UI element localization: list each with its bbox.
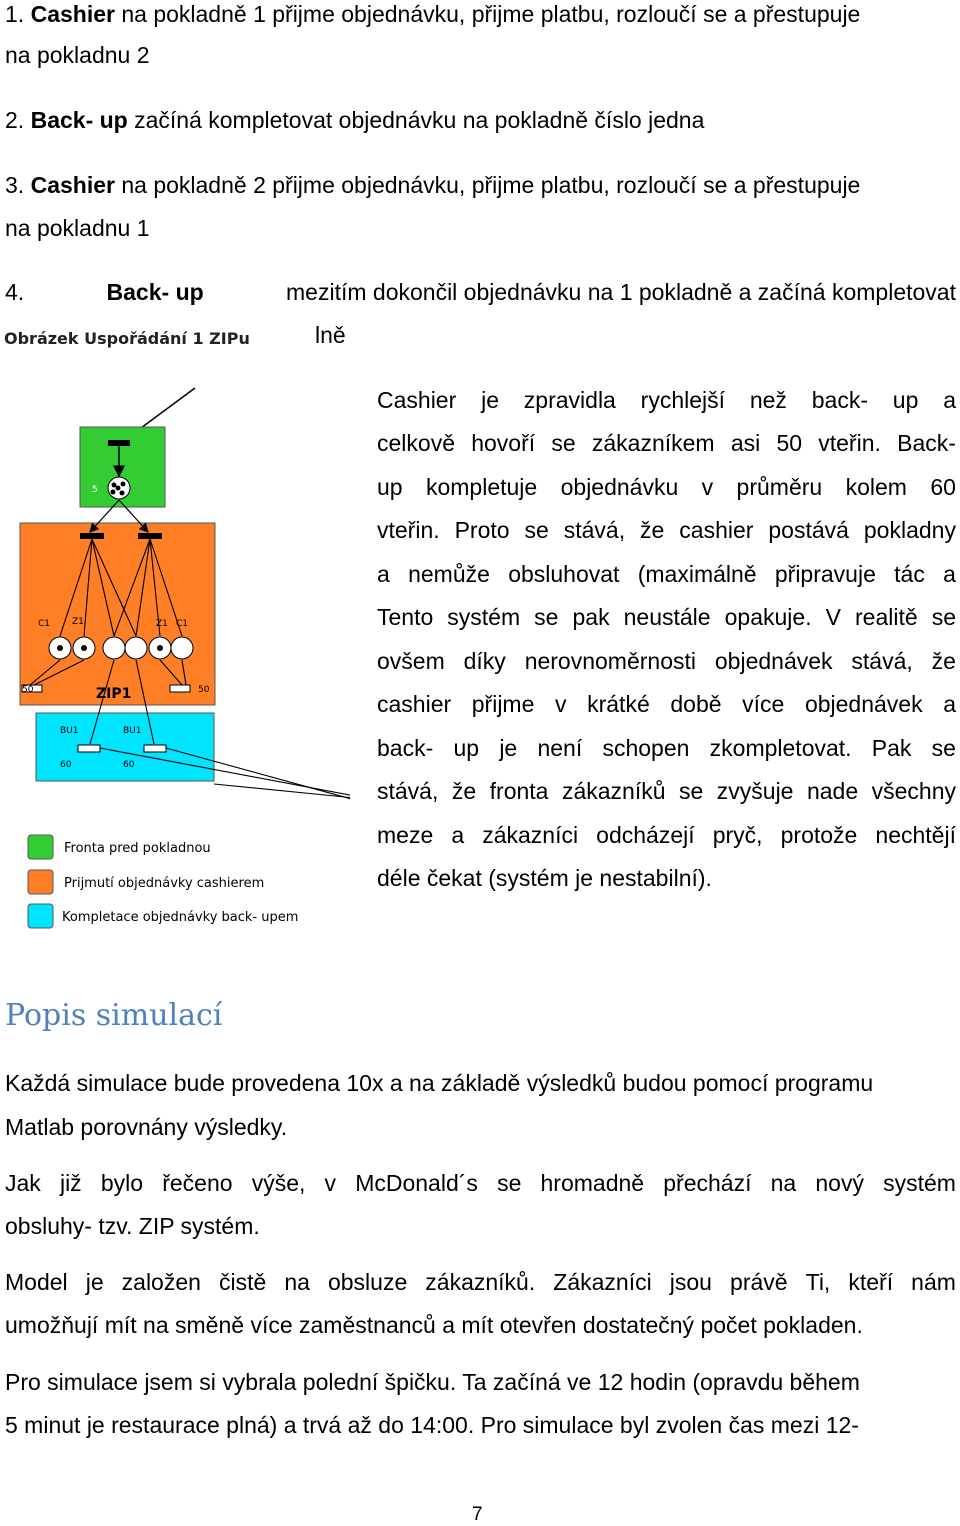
zip-label: ZIP1 <box>96 686 132 702</box>
list-term: Cashier <box>30 172 115 198</box>
time-bu-left: 60 <box>60 760 72 770</box>
time-left: 50 <box>22 685 34 695</box>
right-line-1: Cashier je zpravidla rychlejší než back- up a <box>377 387 956 413</box>
legend-swatch-queue <box>28 835 53 859</box>
paragraph-1-line-2: Matlab porovnány výsledky. <box>5 1114 288 1140</box>
timed-transition-right <box>170 685 190 692</box>
right-line-8: cashier přijme v krátké době více objednávek a <box>377 691 956 717</box>
label-c1-right: C1 <box>176 619 189 629</box>
legend-label-cashier: Prijmutí objednávky cashierem <box>64 876 265 891</box>
time-bu-right: 60 <box>123 760 135 770</box>
legend-label-backup: Kompletace objednávky back- upem <box>62 910 299 925</box>
list-text: mezitím dokončil objednávku na 1 pokladně a začíná kompletovat <box>286 279 956 305</box>
list-item-1 <box>5 0 860 28</box>
right-line-6: Tento systém se pak neustále opakuje. V realitě se <box>377 604 956 630</box>
paragraph-2-line-1: Jak již bylo řečeno výše, v McDonald´s se hromadně přechází na nový systém <box>5 1170 956 1196</box>
place-mid-right <box>125 637 147 659</box>
list-item-4 <box>5 278 956 306</box>
transition-left <box>80 533 104 539</box>
backup-transition-left <box>78 745 100 752</box>
list-item-1-cont: na pokladnu 2 <box>5 42 150 68</box>
token-count: 5 <box>92 485 98 495</box>
transition-top <box>108 440 130 446</box>
paragraph-4-line-1: Pro simulace jsem si vybrala polední špičku. Ta začíná ve 12 hodin (opravdu během <box>5 1369 860 1395</box>
list-item-2 <box>5 106 704 134</box>
list-item-3-cont: na pokladnu 1 <box>5 215 150 241</box>
list-term: Cashier <box>30 1 115 27</box>
right-line-10: stává, že fronta zákazníků se zvyšuje nade všechny <box>377 778 956 804</box>
list-number: 3. <box>5 172 25 198</box>
list-number: 4. <box>5 279 25 305</box>
backup-box <box>36 713 214 781</box>
zip-diagram <box>10 380 350 935</box>
legend-swatch-backup <box>28 904 53 928</box>
label-z1-right: Z1 <box>156 619 168 629</box>
list-text: na pokladně 2 přijme objednávku, přijme platbu, rozloučí se a přestupuje <box>114 172 861 198</box>
list-text: na pokladně 1 přijme objednávku, přijme platbu, rozloučí se a přestupuje <box>114 1 861 27</box>
section-heading: Popis simulací <box>5 998 223 1033</box>
right-line-11: meze a zákazníci odcházejí pryč, protože nechtějí <box>377 822 956 848</box>
paragraph-2-line-2: obsluhy- tzv. ZIP systém. <box>5 1213 260 1239</box>
paragraph-3-line-1: Model je založen čistě na obsluze zákazníků. Zákazníci jsou právě Ti, kteří nám <box>5 1269 956 1295</box>
label-z1-left: Z1 <box>72 617 84 627</box>
transition-right <box>138 533 162 539</box>
label-bu1-left: BU1 <box>60 726 79 736</box>
list-text: začíná kompletovat objednávku na pokladně číslo jedna <box>127 107 705 133</box>
list-term: Back- up <box>30 107 128 133</box>
right-line-12: déle čekat (systém je nestabilní). <box>377 865 712 891</box>
list-number: 2. <box>5 107 25 133</box>
label-c1-left: C1 <box>38 619 51 629</box>
backup-transition-right <box>144 745 166 752</box>
list-term: Back- up <box>106 279 204 305</box>
place-mid-left <box>103 637 125 659</box>
text-fragment: lně <box>315 322 346 348</box>
right-line-3: up kompletuje objednávku v průměru kolem 60 <box>377 474 956 500</box>
list-item-3 <box>5 171 860 199</box>
paragraph-3-line-2: umožňují mít na směně více zaměstnanců a mít otevřen dostatečný počet pokladen. <box>5 1312 863 1338</box>
right-line-5: a nemůže obsluhovat (maximálně připravuje tác a <box>377 561 956 587</box>
right-line-9: back- up je není schopen zkompletovat. Pak se <box>377 735 956 761</box>
place-c1-right <box>171 637 193 659</box>
legend-label-queue: Fronta pred pokladnou <box>64 841 211 856</box>
paragraph-1-line-1: Každá simulace bude provedena 10x a na základě výsledků budou pomocí programu <box>5 1070 874 1096</box>
right-line-2: celkově hovoří se zákazníkem asi 50 vteřin. Back- <box>377 430 956 456</box>
paragraph-4-line-2: 5 minut je restaurace plná) a trvá až do 14:00. Pro simulace byl zvolen čas mezi 12- <box>5 1412 859 1438</box>
right-line-7: ovšem díky nerovnoměrnosti objednávek stává, že <box>377 648 956 674</box>
label-bu1-right: BU1 <box>123 726 142 736</box>
legend-swatch-cashier <box>28 870 53 894</box>
right-line-4: vteřin. Proto se stává, že cashier postává pokladny <box>377 517 956 543</box>
time-right: 50 <box>198 685 210 695</box>
figure-caption: Obrázek Uspořádání 1 ZIPu <box>4 329 250 348</box>
page-number: 7 <box>472 1504 483 1525</box>
list-number: 1. <box>5 1 25 27</box>
